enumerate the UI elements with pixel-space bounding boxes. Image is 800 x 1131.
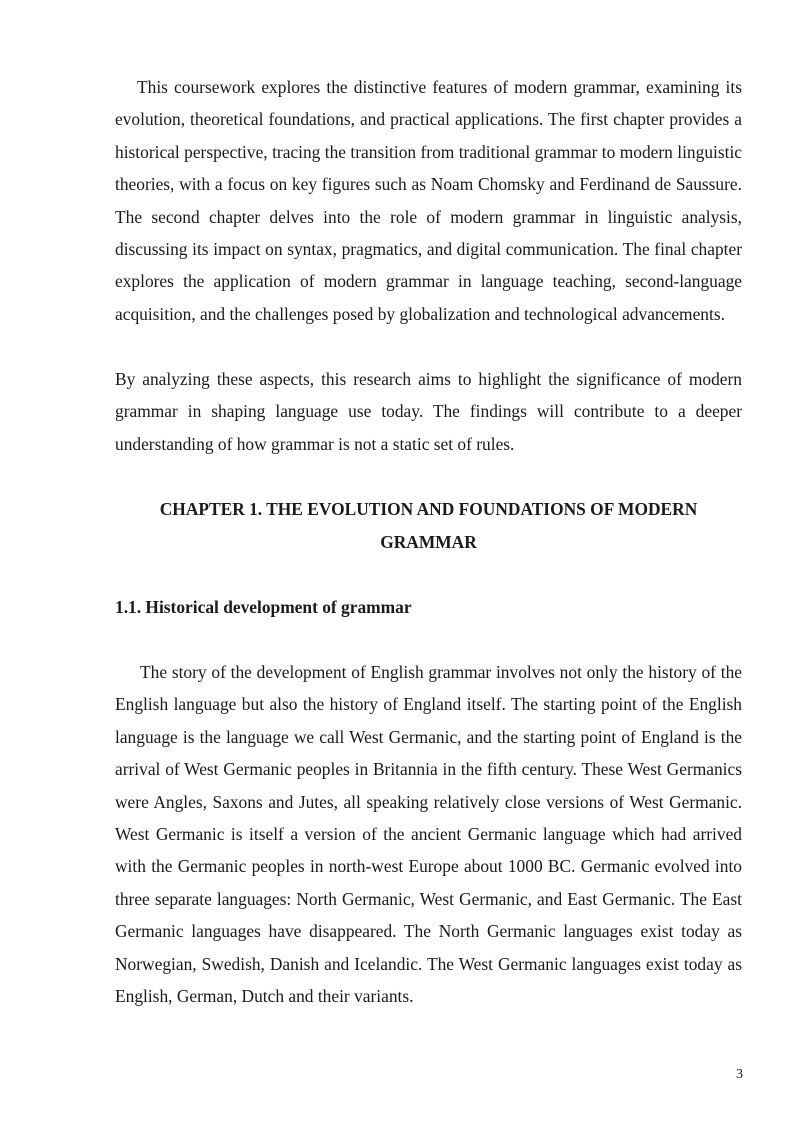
intro-paragraph: This coursework explores the distinctive features of modern grammar, examining its evolution, theoretical foundations, and practical applications. The first chapter provides a historical perspective, tracing the transition from traditional grammar to modern linguistic theories, with a focus on key figures such as Noam Chomsky and Ferdinand de Saussure. The second chapter delves into the role of modern grammar in linguistic analysis, discussing its impact on syntax, pragmatics, and digital communication. The final chapter explores the application of modern grammar in language teaching, second-language acquisition, and the challenges posed by globalization and technological advancements. — [115, 77, 742, 324]
page-number: 3 — [736, 1067, 743, 1082]
section-paragraph: The story of the development of English grammar involves not only the history of the English language but also the history of England itself. The starting point of the English language is the language we call West Germanic, and the starting point of England is the arrival of West Germanic peoples in Britannia in the fifth century. These West Germanics were Angles, Saxons and Jutes, all speaking relatively close versions of West Germanic. West Germanic is itself a version of the ancient Germanic language which had arrived with the Germanic peoples in north-west Europe about 1000 BC. Germanic evolved into three separate languages: North Germanic, West Germanic, and East Germanic. The East Germanic languages have disappeared. The North Germanic languages exist today as Norwegian, Swedish, Danish and Icelandic. The West Germanic languages exist today as English, German, Dutch and their variants. — [115, 662, 742, 1007]
intro-conclusion-paragraph: By analyzing these aspects, this research aims to highlight the significance of modern grammar in shaping language use today. The findings will contribute to a deeper understanding of how grammar is not a static set of rules. — [115, 369, 742, 454]
chapter-heading: CHAPTER 1. THE EVOLUTION AND FOUNDATIONS OF MODERN GRAMMAR — [159, 499, 698, 552]
section-heading: 1.1. Historical development of grammar — [115, 597, 412, 617]
